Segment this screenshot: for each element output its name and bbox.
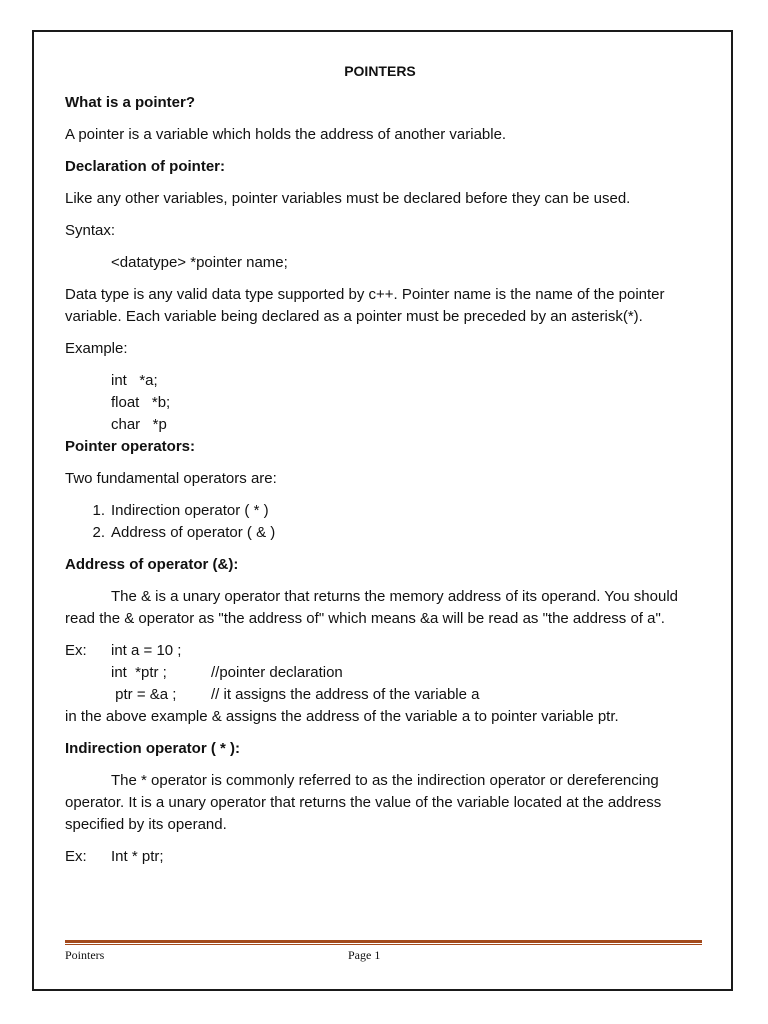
example-label: Example: [65, 340, 128, 357]
list-number: 2. [92, 524, 105, 541]
example-comment: //pointer declaration [211, 664, 343, 681]
heading-what-is-pointer: What is a pointer? [65, 94, 196, 111]
example-row [65, 684, 695, 706]
example-label [65, 684, 111, 706]
heading-declaration: Declaration of pointer: [65, 158, 226, 175]
example-code: Int * ptr; [111, 848, 164, 865]
list-item [65, 522, 695, 544]
example-code-line: char *p [111, 416, 167, 433]
paragraph-address-operator: The & is a unary operator that returns the memory address of its operand. You should read the & operator as "the address of" which means &a will be read as "the address of a". [65, 588, 678, 627]
syntax-label: Syntax: [65, 222, 116, 239]
indirection-example-row [65, 846, 695, 868]
list-text: Address of operator ( & ) [111, 524, 276, 541]
example-row [65, 662, 695, 684]
footer-rule-thin [65, 944, 702, 945]
example-row [65, 640, 695, 662]
example-code-line: float *b; [111, 394, 171, 411]
paragraph-datatype: Data type is any valid data type supported by c++. Pointer name is the name of the pointer variable. Each variable being declared as a pointer must be preceded by an asterisk(*). [65, 286, 665, 325]
heading-pointer-operators: Pointer operators: [65, 438, 196, 455]
paragraph-what-is-pointer: A pointer is a variable which holds the address of another variable. [65, 126, 507, 143]
footer-page-number: Page 1 [348, 948, 381, 962]
paragraph-operators: Two fundamental operators are: [65, 470, 277, 487]
example-label [65, 662, 111, 684]
heading-address-operator: Address of operator (&): [65, 556, 239, 573]
footer-title: Pointers [65, 948, 105, 962]
paragraph-declaration: Like any other variables, pointer variables must be declared before they can be used. [65, 190, 631, 207]
list-item [65, 500, 695, 522]
syntax-code: <datatype> *pointer name; [111, 254, 288, 271]
list-text: Indirection operator ( * ) [111, 502, 269, 519]
example-code-line: int *a; [111, 372, 158, 389]
example-code: int *ptr ; [111, 664, 167, 681]
operators-list [65, 500, 695, 544]
list-number: 1. [92, 502, 105, 519]
heading-indirection-operator: Indirection operator ( * ): [65, 740, 241, 757]
page-title: POINTERS [344, 63, 416, 79]
example-comment: // it assigns the address of the variable a [211, 686, 480, 703]
example-code-block [65, 370, 695, 436]
example-label: Ex: [65, 848, 87, 865]
paragraph-indirection-operator: The * operator is commonly referred to as the indirection operator or dereferencing operator. It is a unary operator that returns the value of the variable located at the address specified by its operand. [65, 772, 662, 833]
footer-rule [65, 940, 702, 943]
example-code: int a = 10 ; [111, 642, 182, 659]
example-code: ptr = &a ; [111, 686, 177, 703]
address-example-block [65, 640, 695, 706]
paragraph-address-after: in the above example & assigns the address of the variable a to pointer variable ptr. [65, 708, 619, 725]
document-body [65, 60, 695, 878]
example-label: Ex: [65, 642, 87, 659]
